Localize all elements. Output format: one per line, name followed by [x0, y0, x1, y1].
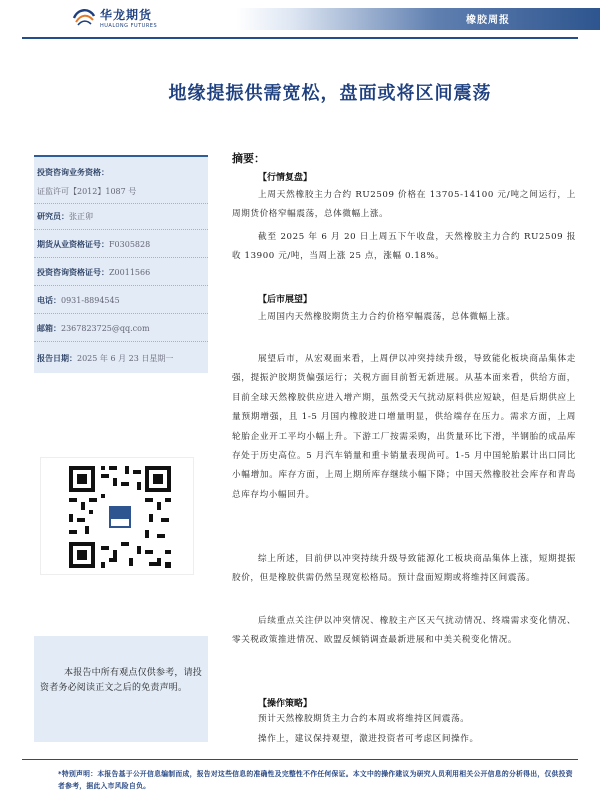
section-head-review: 【行情复盘】 [258, 173, 313, 183]
paragraph: 操作上，建议保持观望，激进投资者可考虑区间操作。 [258, 734, 479, 744]
report-title: 地缘提振供需宽松，盘面或将区间震荡 [168, 83, 492, 104]
paragraph: 展望后市，从宏观面来看，上周伊以冲突持续升级，导致能化板块商品集体走强，提振沪胶期货偏强运行；关税方面目前暂无新进展。从基本面来看，供给方面，目前全球天然橡胶供应进入增产期，虽然受天气扰动原料供应短缺，但是后期供应上量预期增强，且 1-5 月国内橡胶进口增量明显，供给端存在压力。需求方面，上周轮胎企业开工平均小幅上升。下游工厂按需采购，出货量环比下滑，半钢胎的成品库存处于历史高位。5 月汽车销量和重卡销量表现尚可。1-5 月中国轮胎累计出口同比小幅增加。库存方面，上周上期所库存继续小幅下降；中国天然橡胶社会库存和青岛总库存均小幅回升。 [232, 354, 576, 500]
reading-notice-text: 本报告中所有观点仅供参考，请投资者务必阅读正文之后的免责声明。 [40, 668, 203, 693]
header-divider [22, 37, 578, 39]
page-header [0, 0, 600, 52]
qr-code-icon [41, 458, 195, 576]
section-head-outlook: 【后市展望】 [258, 295, 313, 305]
paragraph: 预计天然橡胶期货主力合约本周或将维持区间震荡。 [258, 714, 470, 724]
divider [34, 257, 208, 258]
logo-en-text: HUALONG FUTURES [100, 23, 158, 29]
company-logo [72, 4, 192, 34]
info-row-qualification: 投资咨询业务资格： [37, 168, 109, 177]
info-row-email: 邮箱：2367823725@qq.com [37, 324, 150, 333]
info-row-consulting-cert: 投资咨询资格证号：Z0011566 [37, 268, 151, 277]
paragraph: 综上所述，目前伊以冲突持续升级导致能源化工板块商品集体上涨，短期提振胶价，但是橡胶供需仍然呈现宽松格局。预计盘面短期或将维持区间震荡。 [232, 554, 576, 584]
info-row-futures-cert: 期货从业资格证号：F0305828 [37, 240, 151, 249]
reading-notice-box [34, 636, 208, 742]
paragraph: 上周天然橡胶主力合约 RU2509 价格在 13705-14100 元/吨之间运行，上周期货价格窄幅震荡，总体微幅上涨。 [232, 190, 576, 220]
info-row-license: 证监许可【2012】1087 号 [37, 187, 137, 196]
logo-mark-icon [72, 4, 96, 28]
divider [34, 313, 208, 314]
special-statement: *特别声明：本报告基于公开信息编制而成，报告对这些信息的准确性及完整性不作任何保证。本文中的操作建议为研究人员利用相关公开信息的分析得出，仅供投资者参考，据此入市风险自负。 [58, 770, 573, 790]
paragraph: 上周国内天然橡胶期货主力合约价格窄幅震荡，总体微幅上涨。 [258, 312, 516, 322]
footer-divider [22, 759, 578, 760]
report-type-label: 橡胶周报 [466, 15, 510, 26]
section-head-strategy: 【操作策略】 [258, 699, 313, 709]
logo-cn-text: 华龙期货 [100, 8, 153, 22]
analyst-info-box [34, 155, 208, 373]
info-row-phone: 电话：0931-8894545 [37, 296, 120, 305]
info-row-date: 报告日期：2025 年 6 月 23 日星期一 [37, 354, 174, 363]
abstract-title: 摘要： [232, 152, 265, 165]
header-banner [236, 8, 600, 30]
divider [34, 203, 208, 204]
paragraph: 截至 2025 年 6 月 20 日上周五下午收盘，天然橡胶主力合约 RU2509 报收 13900 元/吨，当周上涨 25 点，涨幅 0.18%。 [232, 232, 576, 262]
info-row-researcher: 研究员：张正卯 [37, 212, 93, 221]
divider [34, 285, 208, 286]
divider [34, 341, 208, 342]
qr-code [40, 457, 194, 575]
divider [34, 229, 208, 230]
paragraph: 后续重点关注伊以冲突情况、橡胶主产区天气扰动情况、终端需求变化情况、零关税政策推进情况、欧盟反倾销调查最新进展和中美关税变化情况。 [232, 616, 576, 646]
